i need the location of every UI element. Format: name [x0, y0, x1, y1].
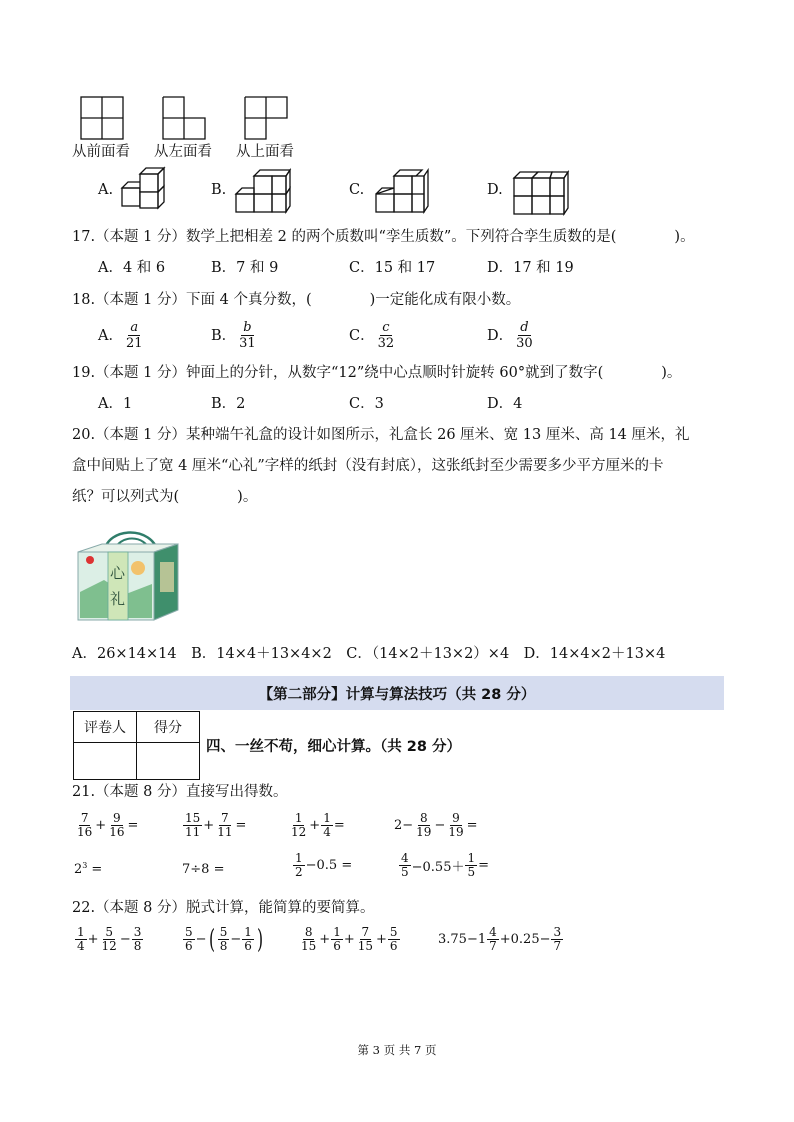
- fraction: $\frac{a}{21}$: [125, 320, 143, 351]
- q19-option-d[interactable]: D．4: [487, 396, 523, 412]
- fraction: $\frac{c}{32}$: [377, 320, 395, 351]
- q21-item-2[interactable]: $\frac{15}{11}$ + $\frac{7}{11}$ =: [185, 811, 247, 839]
- q21-item-5[interactable]: 2 $^3$ =: [74, 861, 103, 877]
- section2-banner: [70, 676, 724, 710]
- fraction: $\frac{d}{30}$: [516, 320, 533, 351]
- q22-expression-3[interactable]: $\frac{8}{15}$ + $\frac{1}{6}$ + $\frac{7}{15}$ + $\frac{5}{6}$: [301, 925, 398, 953]
- q19-stem: 19.（本题 1 分）钟面上的分针，从数字“12”绕中心点顺时针旋转 60°就到了数字( )。: [72, 365, 682, 381]
- grader-cell[interactable]: [74, 743, 137, 780]
- q17-stem: 17.（本题 1 分）数学上把相差 2 的两个质数叫“孪生质数”。下列符合孪生质数的是( )。: [72, 229, 695, 245]
- q21-item-8[interactable]: $\frac{4}{5}$ −0.55＋ $\frac{1}{5}$ =: [401, 851, 490, 879]
- section2-title: 【第二部分】计算与算法技巧（共 28 分）: [258, 686, 536, 703]
- q21-item-1[interactable]: $\frac{7}{16}$ + $\frac{9}{16}$ =: [77, 811, 139, 839]
- q17-option-d[interactable]: D．17 和 19: [487, 260, 574, 276]
- q17-option-b[interactable]: B．7 和 9: [211, 260, 279, 276]
- q22-expression-2[interactable]: $\frac{5}{6}$ − ( $\frac{5}{8}$ − $\frac{1}{6}$ ): [185, 924, 264, 955]
- q16-option-d-label[interactable]: D.: [487, 182, 503, 198]
- q18-option-a[interactable]: A． $\frac{a}{21}$: [98, 320, 143, 351]
- q16-option-b-cubes-figure: [234, 158, 292, 216]
- top-view-label: 从上面看: [236, 144, 294, 160]
- part4-title: 四、一丝不苟，细心计算。（共 28 分）: [206, 739, 462, 755]
- left-view-figure: [162, 96, 206, 140]
- q18-stem: 18.（本题 1 分）下面 4 个真分数，( )一定能化成有限小数。: [72, 292, 521, 308]
- q18-option-d[interactable]: D． $\frac{d}{30}$: [487, 320, 533, 351]
- score-table: [73, 711, 200, 780]
- q21-item-4[interactable]: 2− $\frac{8}{19}$ − $\frac{9}{19}$ =: [394, 811, 478, 839]
- q18-option-c[interactable]: C． $\frac{c}{32}$: [349, 320, 395, 351]
- score-cell[interactable]: [137, 743, 200, 780]
- q16-option-c-label[interactable]: C.: [349, 182, 365, 198]
- q20-stem-line3: 纸？可以列式为( )。: [72, 489, 258, 505]
- fraction: $\frac{b}{31}$: [239, 320, 256, 351]
- q21-stem: 21.（本题 8 分）直接写出得数。: [72, 784, 288, 800]
- gift-box-char-2: 礼: [110, 590, 126, 608]
- q17-option-c[interactable]: C．15 和 17: [349, 260, 436, 276]
- front-view-figure: [80, 96, 124, 140]
- q18-option-b[interactable]: B． $\frac{b}{31}$: [211, 320, 256, 351]
- gift-box-figure: [74, 522, 188, 626]
- q16-option-a-label[interactable]: A.: [98, 182, 114, 198]
- left-view-label: 从左面看: [154, 144, 212, 160]
- q16-option-b-label[interactable]: B.: [211, 182, 227, 198]
- q16-option-d-cubes-figure: [512, 162, 570, 218]
- page-footer: 第 3 页 共 7 页: [357, 1043, 437, 1057]
- q20-options[interactable]: A．26×14×14 B．14×4＋13×4×2 C．（14×2＋13×2）×4 D．14×4×2＋13×4: [72, 646, 666, 662]
- q22-stem: 22.（本题 8 分）脱式计算，能简算的要简算。: [72, 900, 375, 916]
- q21-item-7[interactable]: $\frac{1}{2}$ −0.5 =: [295, 851, 353, 879]
- front-view-label: 从前面看: [72, 144, 130, 160]
- q20-stem-line2: 盒中间贴上了宽 4 厘米“心礼”字样的纸封（没有封底），这张纸封至少需要多少平方厘米的卡: [72, 458, 664, 474]
- grader-header: 评卷人: [74, 712, 137, 743]
- q19-option-c[interactable]: C．3: [349, 396, 384, 412]
- q22-expression-4[interactable]: 3.75−1 $\frac{4}{7}$ +0.25− $\frac{3}{7}$: [438, 925, 562, 953]
- q16-option-c-cubes-figure: [374, 158, 430, 216]
- top-view-figure: [244, 96, 288, 140]
- q22-expression-1[interactable]: $\frac{1}{4}$ + $\frac{5}{12}$ − $\frac{3}{8}$: [77, 925, 142, 953]
- q16-option-a-cubes-figure: [120, 166, 166, 212]
- q21-item-3[interactable]: $\frac{1}{12}$ + $\frac{1}{4}$ =: [291, 811, 345, 839]
- q20-stem-line1: 20.（本题 1 分）某种端午礼盒的设计如图所示，礼盒长 26 厘米、宽 13 厘米、高 14 厘米，礼: [72, 427, 690, 443]
- gift-box-image: [74, 522, 188, 626]
- gift-box-char-1: 心: [110, 564, 126, 582]
- q19-option-a[interactable]: A．1: [98, 396, 133, 412]
- q21-item-6[interactable]: 7÷8 =: [182, 862, 225, 877]
- q19-option-b[interactable]: B．2: [211, 396, 246, 412]
- q17-option-a[interactable]: A．4 和 6: [98, 260, 166, 276]
- score-header: 得分: [137, 712, 200, 743]
